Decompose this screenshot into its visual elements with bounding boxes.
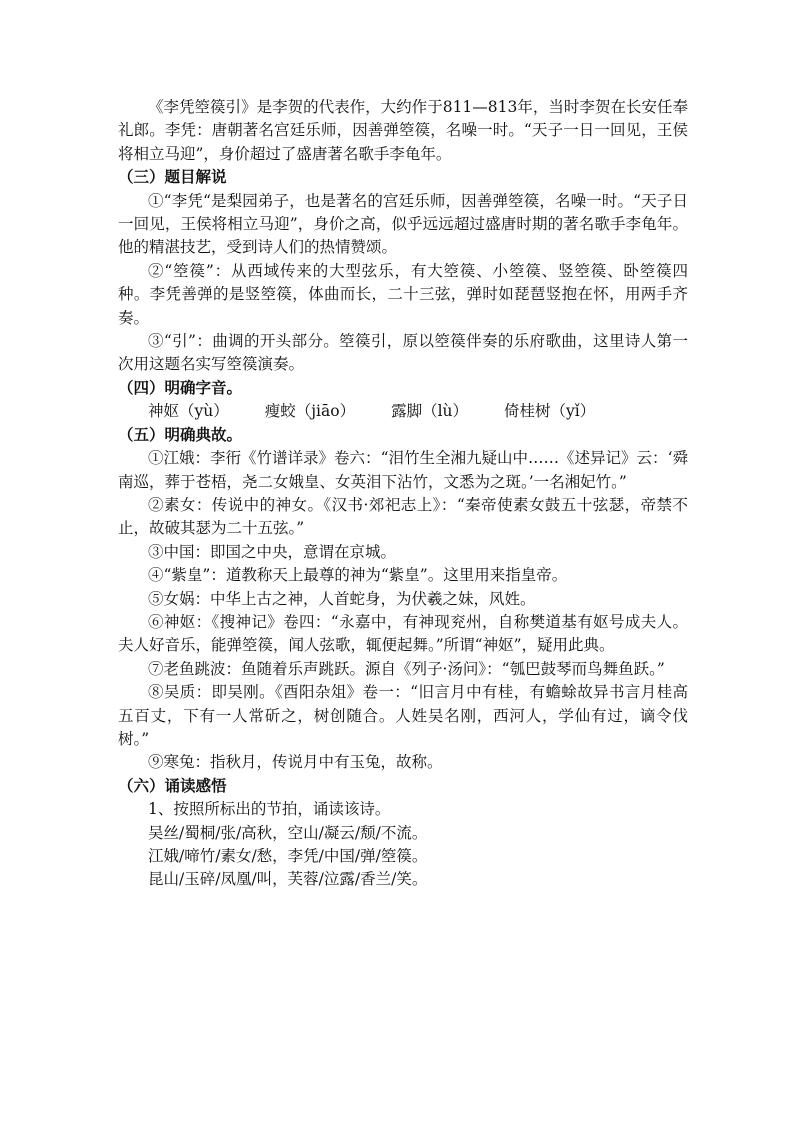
allusion-item: ①江娥：李衎《竹谱详录》卷六：“泪竹生全湘九疑山中……《述异记》云：‘舜南巡，葬于苍梧，尧二女娥皇、女英泪下沾竹，文悉为之斑。’一名湘妃竹。” <box>118 449 688 491</box>
recitation-instruction: 1、按照所标出的节拍，诵读该诗。 <box>148 800 391 819</box>
pronunciation-list <box>118 400 688 423</box>
allusion-item: ③中国：即国之中央，意谓在京城。 <box>148 542 397 561</box>
allusion-item: ⑧吴质：即吴刚。《酉阳杂俎》卷一：“旧言月中有桂，有蟾蜍故异书言月桂高五百丈，下有一人常斫之，树创随合。人姓吴名刚，西河人，学仙有过，谪令伐树。” <box>118 683 688 748</box>
allusion-item: ②素女：传说中的神女。《汉书·郊祀志上》：“秦帝使素女鼓五十弦瑟，帝禁不止，故破其瑟为二十五弦。” <box>118 495 688 538</box>
section-heading-allusions: （五）明确典故。 <box>118 425 243 444</box>
pronunciation-item: 神妪（yù） <box>148 402 229 421</box>
intro-paragraph: 《李凭箜篌引》是李贺的代表作，大约作于811—813年，当时李贺在长安任奉礼郎。李凭：唐朝著名宫廷乐师，因善弹箜篌，名噪一时。“天子一日一回见，王侯将相立马迎”，身价超过了盛唐著名歌手李龟年。 <box>118 98 688 163</box>
pronunciation-item: 露脚（lù） <box>391 402 469 421</box>
title-note-3: ③“引”：曲调的开头部分。箜篌引，原以箜篌伴奏的乐府歌曲，这里诗人第一次用这题名实写箜篌演奏。 <box>118 332 688 374</box>
title-note-2: ②“箜篌”：从西域传来的大型弦乐，有大箜篌、小箜篌、竖箜篌、卧箜篌四种。李凭善弹的是竖箜篌，体曲而长，二十三弦，弹时如琵琶竖抱在怀，用两手齐奏。 <box>118 261 688 327</box>
pronunciation-item: 倚桂树（yǐ） <box>504 402 596 421</box>
allusion-item: ⑤女娲：中华上古之神，人首蛇身，为伏羲之妹，风姓。 <box>148 589 536 608</box>
section-heading-pronunciation: （四）明确字音。 <box>118 378 243 397</box>
title-note-1: ①“李凭“是梨园弟子，也是著名的宫廷乐师，因善弹箜篌，名噪一时。“天子日一回见，王侯将相立马迎”，身价之高，似乎远远超过盛唐时期的著名歌手李龟年。他的精湛技艺，受到诗人们的热情赞颂。 <box>118 191 688 257</box>
allusion-item: ④“紫皇”：道教称天上最尊的神为“紫皇”。这里用来指皇帝。 <box>148 566 568 585</box>
allusion-item: ⑦老鱼跳波：鱼随着乐声跳跃。源自《列子·汤问》：“瓠巴鼓琴而鸟舞鱼跃。” <box>148 659 665 678</box>
document-page <box>118 96 688 892</box>
section-heading-recitation: （六）诵读感悟 <box>118 776 227 795</box>
poem-line: 吴丝/蜀桐/张/高秋，空山/凝云/颓/不流。 <box>148 823 428 842</box>
poem-line: 江娥/啼竹/素女/愁，李凭/中国/弹/箜篌。 <box>148 847 428 865</box>
poem-line: 昆山/玉碎/凤凰/叫，芙蓉/泣露/香兰/笑。 <box>148 870 428 889</box>
section-heading-title-explanation: （三）题目解说 <box>118 168 227 187</box>
pronunciation-item: 瘦蛟（jiāo） <box>264 402 356 421</box>
allusion-item: ⑥神妪：《搜神记》卷四：“永嘉中，有神现兖州，自称樊道基有妪号成夫人。夫人好音乐，能弹箜篌，闻人弦歌，辄便起舞。”所谓“神妪”，疑用此典。 <box>118 612 688 655</box>
allusion-item: ⑨寒兔：指秋月，传说月中有玉兔，故称。 <box>148 753 443 772</box>
